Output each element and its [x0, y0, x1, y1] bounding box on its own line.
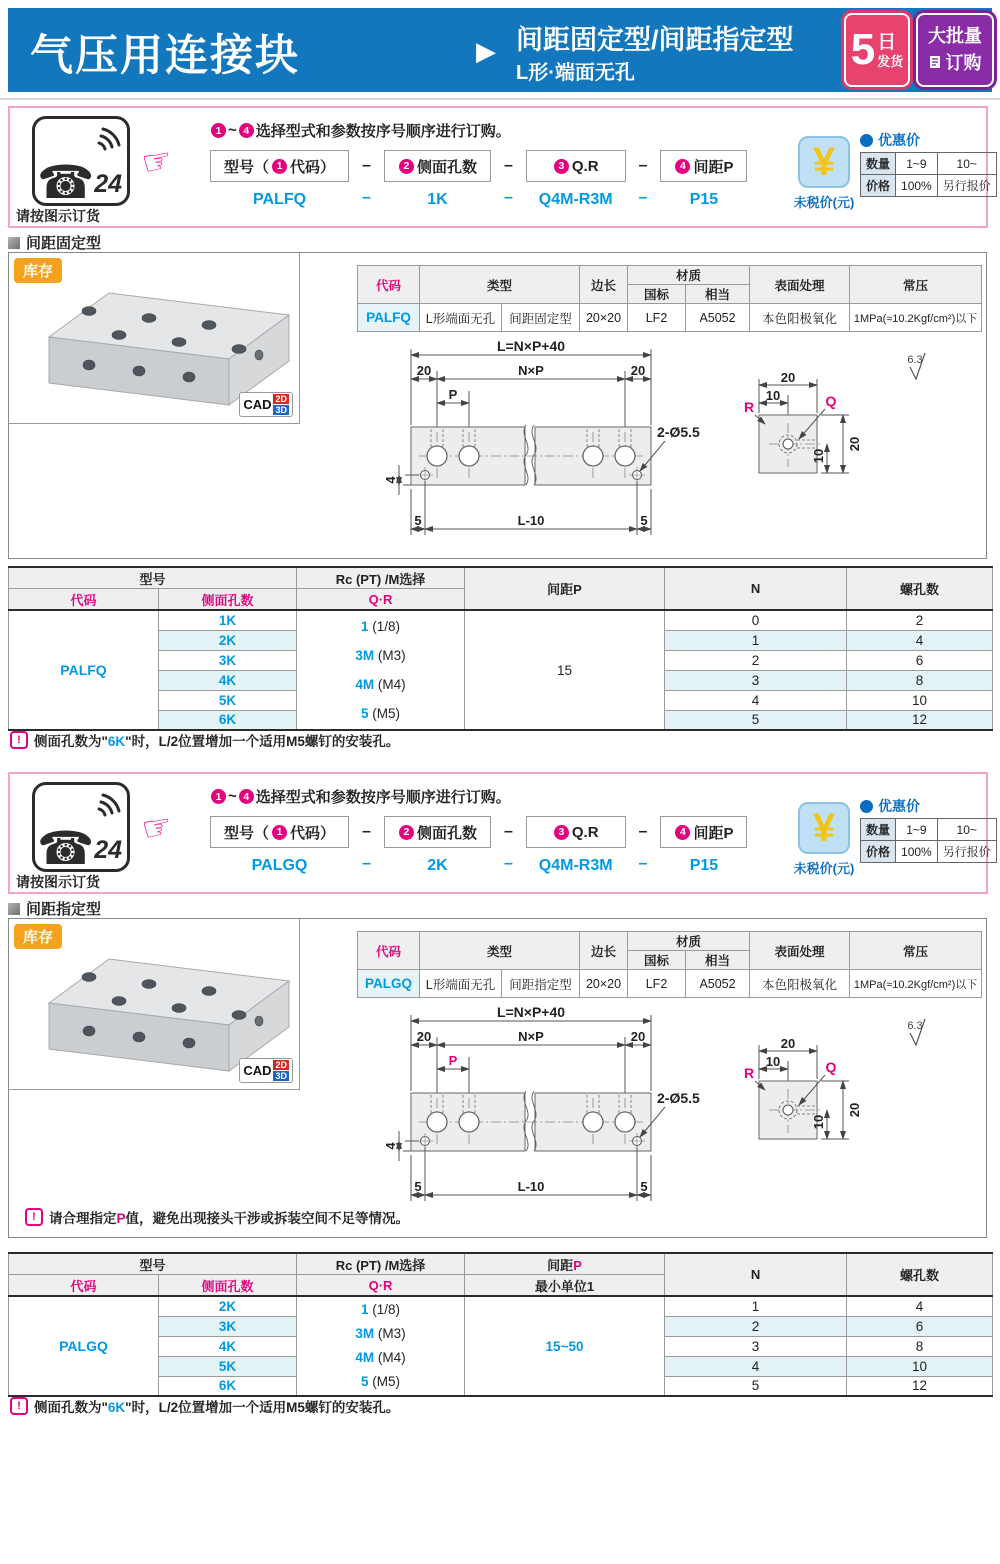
dim-total-length: L=N×P+40: [496, 1005, 566, 1020]
pitch-value[interactable]: P15: [689, 857, 719, 874]
cad-badge[interactable]: CAD 2D 3D: [239, 392, 293, 417]
table-row: 5K 4 10: [9, 1356, 993, 1376]
drawing-side-view: [369, 339, 709, 554]
end-dim-10-top: 10: [765, 1054, 781, 1069]
pitch-value: 15: [465, 610, 665, 730]
section-square-icon: [8, 903, 20, 915]
dim-mount-holes: 2-Ø5.5: [657, 1090, 700, 1106]
roughness-value: 6.3: [907, 1020, 923, 1032]
blue-dot-icon: [860, 800, 873, 813]
table-row: 6K 5 12: [9, 710, 993, 730]
table-row: 4K 3 8: [9, 670, 993, 690]
table-row: PALGQ 2K 1 (1/8) 3M (M3) 4M (M4) 5 (M5) 15~50 1 4: [9, 1296, 993, 1316]
field-model: 型号（ 1 代码） PALGQ: [210, 816, 349, 875]
side-holes-value[interactable]: 2K: [427, 857, 448, 874]
dim-nxp: N×P: [518, 1029, 544, 1044]
note-6k: ! 侧面孔数为"6K"时，L/2位置增加一个适用M5螺钉的安装孔。: [10, 1396, 399, 1416]
selection-table-palgq: 型号 Rc (PT) /M选择 间距P N 螺孔数 代码 侧面孔数 Q·R 最小单位1 PALGQ 2K 1 (1/8) 3M (M3) 4M (M4) 5 (M5) 15~50 1 4 3K 2 6 4K 3 8 5K 4 10 6K 5 12: [8, 1252, 993, 1397]
part-code-link[interactable]: PALGQ: [9, 1296, 159, 1396]
pitch-header: 间距P: [465, 1253, 665, 1275]
dim-total-length: L=N×P+40: [496, 339, 566, 354]
dim-4: 4: [383, 476, 398, 484]
cad-badge[interactable]: CAD 2D 3D: [239, 1058, 293, 1083]
field-qr: 3 Q.R Q4M-R3M: [526, 150, 626, 209]
label-r-port: R: [743, 1065, 755, 1081]
end-dim-20-side: 20: [847, 1102, 862, 1118]
discount-price-title: 优惠价: [860, 130, 920, 150]
step-1-icon: 1: [211, 789, 226, 804]
field-pitch: 4 间距P P15: [660, 816, 747, 875]
drawing-end-view: [719, 1011, 974, 1196]
qr-value[interactable]: Q4M-R3M: [538, 857, 613, 874]
order-instruction: 1 ~ 4 选择型式和参数按序号顺序进行订购。: [210, 120, 511, 141]
field-model: 型号（ 1 代码） PALFQ: [210, 150, 349, 209]
order-instruction: 1 ~ 4 选择型式和参数按序号顺序进行订购。: [210, 786, 511, 807]
table-row: 2K 1 4: [9, 630, 993, 650]
note-icon: !: [25, 1208, 43, 1226]
note-6k: ! 侧面孔数为"6K"时，L/2位置增加一个适用M5螺钉的安装孔。: [10, 730, 399, 750]
untaxed-price-caption: 未税价(元): [793, 195, 855, 210]
order-caption: 请按图示订货: [16, 874, 100, 890]
dim-20-left: 20: [416, 1029, 432, 1044]
yen-icon: ¥: [798, 802, 850, 854]
drawing-end-view: [719, 345, 974, 530]
qr-options: 1 (1/8) 3M (M3) 4M (M4) 5 (M5): [297, 1296, 465, 1396]
dim-nxp: N×P: [518, 363, 544, 378]
model-value[interactable]: PALGQ: [251, 857, 308, 874]
untaxed-price-caption: 未税价(元): [793, 861, 855, 876]
end-dim-10-side: 10: [811, 1114, 826, 1130]
selection-table-palfq: 型号 Rc (PT) /M选择 间距P N 螺孔数 代码 侧面孔数 Q·R PALFQ 1K 1 (1/8) 3M (M3) 4M (M4) 5 (M5) 15 0 2 2K 1 4 3K 2 6 4K 3 8 5K 4 10 6K 5 12: [8, 566, 993, 731]
pointing-finger-icon: ☞: [138, 140, 177, 184]
field-side-holes: 2 侧面孔数 1K: [384, 150, 491, 209]
label-r-port: R: [743, 399, 755, 415]
dim-5-left: 5: [414, 513, 422, 528]
end-dim-10-side: 10: [811, 448, 826, 464]
page-subtitle: 间距固定型/间距指定型: [516, 25, 794, 55]
part-code-link[interactable]: PALFQ: [9, 610, 159, 730]
part-code-link[interactable]: PALFQ: [358, 304, 420, 332]
section-box-palfq: [8, 252, 987, 559]
page-header: [8, 8, 992, 92]
part-code-link[interactable]: PALGQ: [358, 970, 420, 998]
ship-5day-badge: 5 日 发货: [844, 13, 910, 87]
dim-5-right: 5: [640, 1179, 648, 1194]
page-title: 气压用连接块: [30, 32, 300, 80]
label-q-port: Q: [825, 393, 837, 409]
table-row: 6K 5 12: [9, 1376, 993, 1396]
field-pitch: 4 间距P P15: [660, 150, 747, 209]
table-row: 4K 3 8: [9, 1336, 993, 1356]
table-row: 5K 4 10: [9, 690, 993, 710]
step-1-icon: 1: [211, 123, 226, 138]
model-value[interactable]: PALFQ: [253, 191, 307, 208]
section-title-specified-pitch: 间距指定型: [8, 898, 101, 919]
signal-arcs-icon: [91, 787, 125, 817]
table-row: 3K 2 6: [9, 650, 993, 670]
step-4-icon: 4: [239, 123, 254, 138]
product-photo: [9, 919, 300, 1090]
end-dim-10-top: 10: [765, 388, 781, 403]
end-dim-20-top: 20: [780, 370, 796, 385]
table-row: 3K 2 6: [9, 1316, 993, 1336]
pitch-value[interactable]: P15: [689, 191, 719, 208]
signal-arcs-icon: [91, 121, 125, 151]
roughness-value: 6.3: [907, 354, 923, 366]
section-box-palgq: [8, 918, 987, 1238]
note-specify-p: ! 请合理指定P值，避免出现接头干涉或拆装空间不足等情况。: [25, 1207, 409, 1227]
pitch-range: 15~50: [465, 1296, 665, 1396]
step-4-icon: 4: [239, 789, 254, 804]
order-panel-palgq: [8, 772, 991, 894]
note-icon: !: [10, 731, 28, 749]
dim-4: 4: [383, 1142, 398, 1150]
discount-price-title: 优惠价: [860, 796, 920, 816]
stock-badge: 库存: [14, 924, 62, 949]
spec-table-palgq: 代码 类型 边长 材质 表面处理 常压 国标 相当 PALGQ L形端面无孔 间距指定型 20×20 LF2 A5052 本色阳极氧化 1MPa(≈10.2Kgf/cm²)以下: [357, 931, 982, 998]
qr-options: 1 (1/8) 3M (M3) 4M (M4) 5 (M5): [297, 610, 465, 730]
field-qr: 3 Q.R Q4M-R3M: [526, 816, 626, 875]
field-side-holes: 2 侧面孔数 2K: [384, 816, 491, 875]
phone-24-icon: ☎ 24: [32, 782, 130, 872]
note-icon: !: [10, 1397, 28, 1415]
yen-icon: ¥: [798, 136, 850, 188]
label-q-port: Q: [825, 1059, 837, 1075]
dim-pitch-p: P: [448, 1053, 458, 1068]
dim-l-minus-10: L-10: [517, 513, 545, 528]
table-row: PALFQ 1K 1 (1/8) 3M (M3) 4M (M4) 5 (M5) 15 0 2: [9, 610, 993, 630]
order-caption: 请按图示订货: [16, 208, 100, 224]
order-panel-palfq: [8, 106, 991, 228]
section-title-fixed-pitch: 间距固定型: [8, 232, 101, 253]
stock-badge: 库存: [14, 258, 62, 283]
arrow-right-icon: ▶: [476, 36, 496, 66]
part-number-builder: 型号（ 1 代码） PALFQ – – 2 侧面孔数 1K – – 3 Q.R Q4M-R3M – – 4 间距P P15: [210, 150, 747, 209]
dim-5-right: 5: [640, 513, 648, 528]
end-dim-20-top: 20: [780, 1036, 796, 1051]
dim-mount-holes: 2-Ø5.5: [657, 424, 700, 440]
spec-table-palfq: 代码 类型 边长 材质 表面处理 常压 国标 相当 PALFQ L形端面无孔 间距固定型 20×20 LF2 A5052 本色阳极氧化 1MPa(≈10.2Kgf/cm²)以下: [357, 265, 982, 332]
qr-value[interactable]: Q4M-R3M: [538, 191, 613, 208]
product-photo: [9, 253, 300, 424]
part-number-builder: 型号（ 1 代码） PALGQ – – 2 侧面孔数 2K – – 3 Q.R Q4M-R3M – – 4 间距P P15: [210, 816, 747, 875]
dim-l-minus-10: L-10: [517, 1179, 545, 1194]
price-table: 数量 1~9 10~ 价格 100% 另行报价: [860, 818, 997, 863]
page-subtitle-2: L形·端面无孔: [516, 62, 635, 84]
phone-24-icon: ☎ 24: [32, 116, 130, 206]
dim-20-right: 20: [630, 1029, 646, 1044]
side-holes-value[interactable]: 1K: [427, 191, 448, 208]
bulk-order-badge: 大批量 订购: [916, 13, 994, 87]
pointing-finger-icon: ☞: [138, 806, 177, 850]
dim-20-left: 20: [416, 363, 432, 378]
end-dim-20-side: 20: [847, 436, 862, 452]
drawing-side-view: [369, 1005, 709, 1220]
dim-20-right: 20: [630, 363, 646, 378]
price-table: 数量 1~9 10~ 价格 100% 另行报价: [860, 152, 997, 197]
section-square-icon: [8, 237, 20, 249]
header-divider: [0, 98, 1000, 100]
blue-dot-icon: [860, 134, 873, 147]
order-list-icon: [929, 55, 943, 69]
dim-5-left: 5: [414, 1179, 422, 1194]
dim-pitch-p: P: [448, 387, 458, 402]
